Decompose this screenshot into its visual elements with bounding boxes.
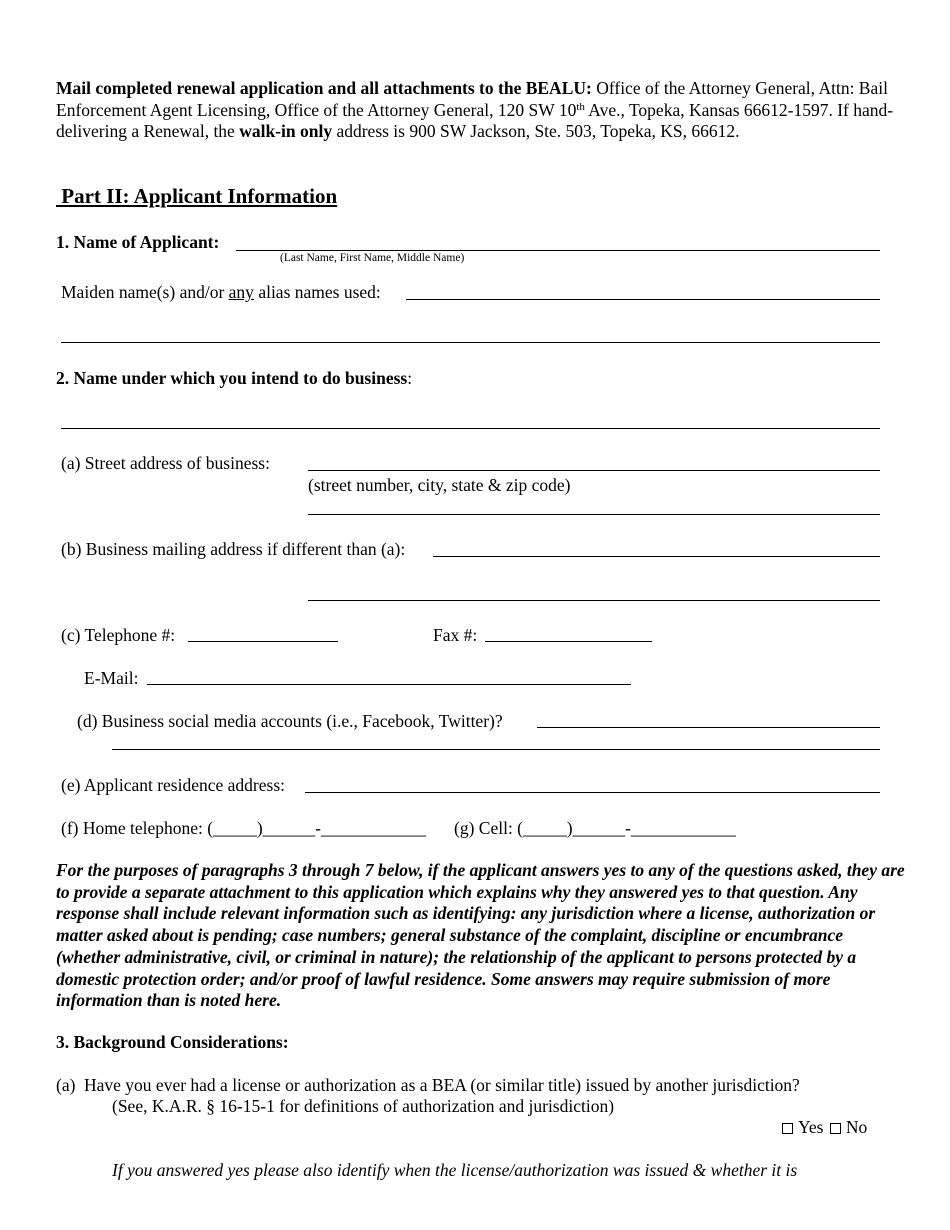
street-address-field[interactable] [308,470,880,471]
no-label: No [845,1117,868,1137]
email-label: E-Mail: [84,668,139,688]
business-name-colon: : [407,368,413,388]
email-field[interactable] [147,684,631,685]
alias-names-field[interactable] [406,299,880,300]
yes-label: Yes [798,1117,824,1137]
no-checkbox[interactable] [830,1123,841,1134]
question-3a-note: (See, K.A.R. § 16-15-1 for definitions of authorization and jurisdiction) [112,1096,615,1116]
question-3a-answer [782,1117,867,1138]
cell-phone-field[interactable]: (g) Cell: (_____)______-____________ [454,818,736,838]
applicant-name-hint: (Last Name, First Name, Middle Name) [280,252,465,264]
social-media-field-line-2[interactable] [112,749,880,750]
business-name-label [56,368,412,389]
mailing-address-field[interactable] [433,556,880,557]
social-media-field[interactable] [537,727,880,728]
yes-answer-instructions: For the purposes of paragraphs 3 through 7 below, if the applicant answers yes to any of the questions asked, they are to provide a separate attachment to this application which explains why they answered yes to that question. Any response shall include relevant information such as identifying: any jurisdiction where a license, authorization or matter asked about is pending; case numbers; general substance of the complaint, discipline or encumbrance (whether administrative, civil, or criminal in nature); the relationship of the applicant to persons protected by a domestic protection order; and/or proof of lawful residence. Some answers may require submission of more information than is noted here. [56,860,905,1011]
alias-label-pre: Maiden name(s) and/or [61,282,229,302]
alias-names-label [61,282,381,303]
alias-label-post: alias names used: [253,282,381,302]
business-name-field[interactable] [61,428,880,429]
question-3a-followup: If you answered yes please also identify when the license/authorization was issued & whether it is [112,1160,798,1180]
fax-label: Fax #: [433,625,478,645]
street-address-hint: (street number, city, state & zip code) [308,475,571,495]
applicant-name-label: 1. Name of Applicant: [56,232,220,252]
street-address-label: (a) Street address of business: [61,453,270,473]
residence-address-label: (e) Applicant residence address: [61,775,286,795]
mailing-instructions-text-2: Ave., Topeka, Kansas 66612-1597. If hand-delivering a Renewal, the [56,99,894,141]
question-3a-text: Have you ever had a license or authorization as a BEA (or similar title) issued by another jurisdiction? [84,1075,800,1095]
background-considerations-heading: 3. Background Considerations: [56,1032,289,1052]
alias-names-field-line-2[interactable] [61,342,880,343]
mailing-instructions-text-3: address is 900 SW Jackson, Ste. 503, Topeka, KS, 66612. [332,121,740,141]
part-ii-heading: Part II: Applicant Information [56,184,338,208]
home-telephone-field[interactable]: (f) Home telephone: (_____)______-____________ [61,818,426,838]
social-media-label: (d) Business social media accounts (i.e., Facebook, Twitter)? [77,711,503,731]
mailing-instructions [56,78,904,143]
mailing-instructions-text: Office of the Attorney General, Attn: Bail Enforcement Agent Licensing, Office of the Attorney General, 120 SW 10 [56,78,888,120]
telephone-field[interactable] [188,641,338,642]
mailing-address-label: (b) Business mailing address if different than (a): [61,539,406,559]
applicant-name-field[interactable] [236,250,880,251]
ordinal-suffix: th [576,100,585,113]
residence-address-field[interactable] [305,792,880,793]
fax-field[interactable] [485,641,652,642]
telephone-label: (c) Telephone #: [61,625,176,645]
mailing-instructions-lead: Mail completed renewal application and all attachments to the BEALU: [56,78,592,98]
street-address-field-line-2[interactable] [308,514,880,515]
mailing-address-field-line-2[interactable] [308,600,880,601]
business-name-label-text: 2. Name under which you intend to do business [56,368,408,388]
alias-label-any: any [228,282,254,302]
question-3a-marker: (a) [56,1075,76,1095]
yes-checkbox[interactable] [782,1123,793,1134]
walk-in-only-text: walk-in only [239,121,333,141]
